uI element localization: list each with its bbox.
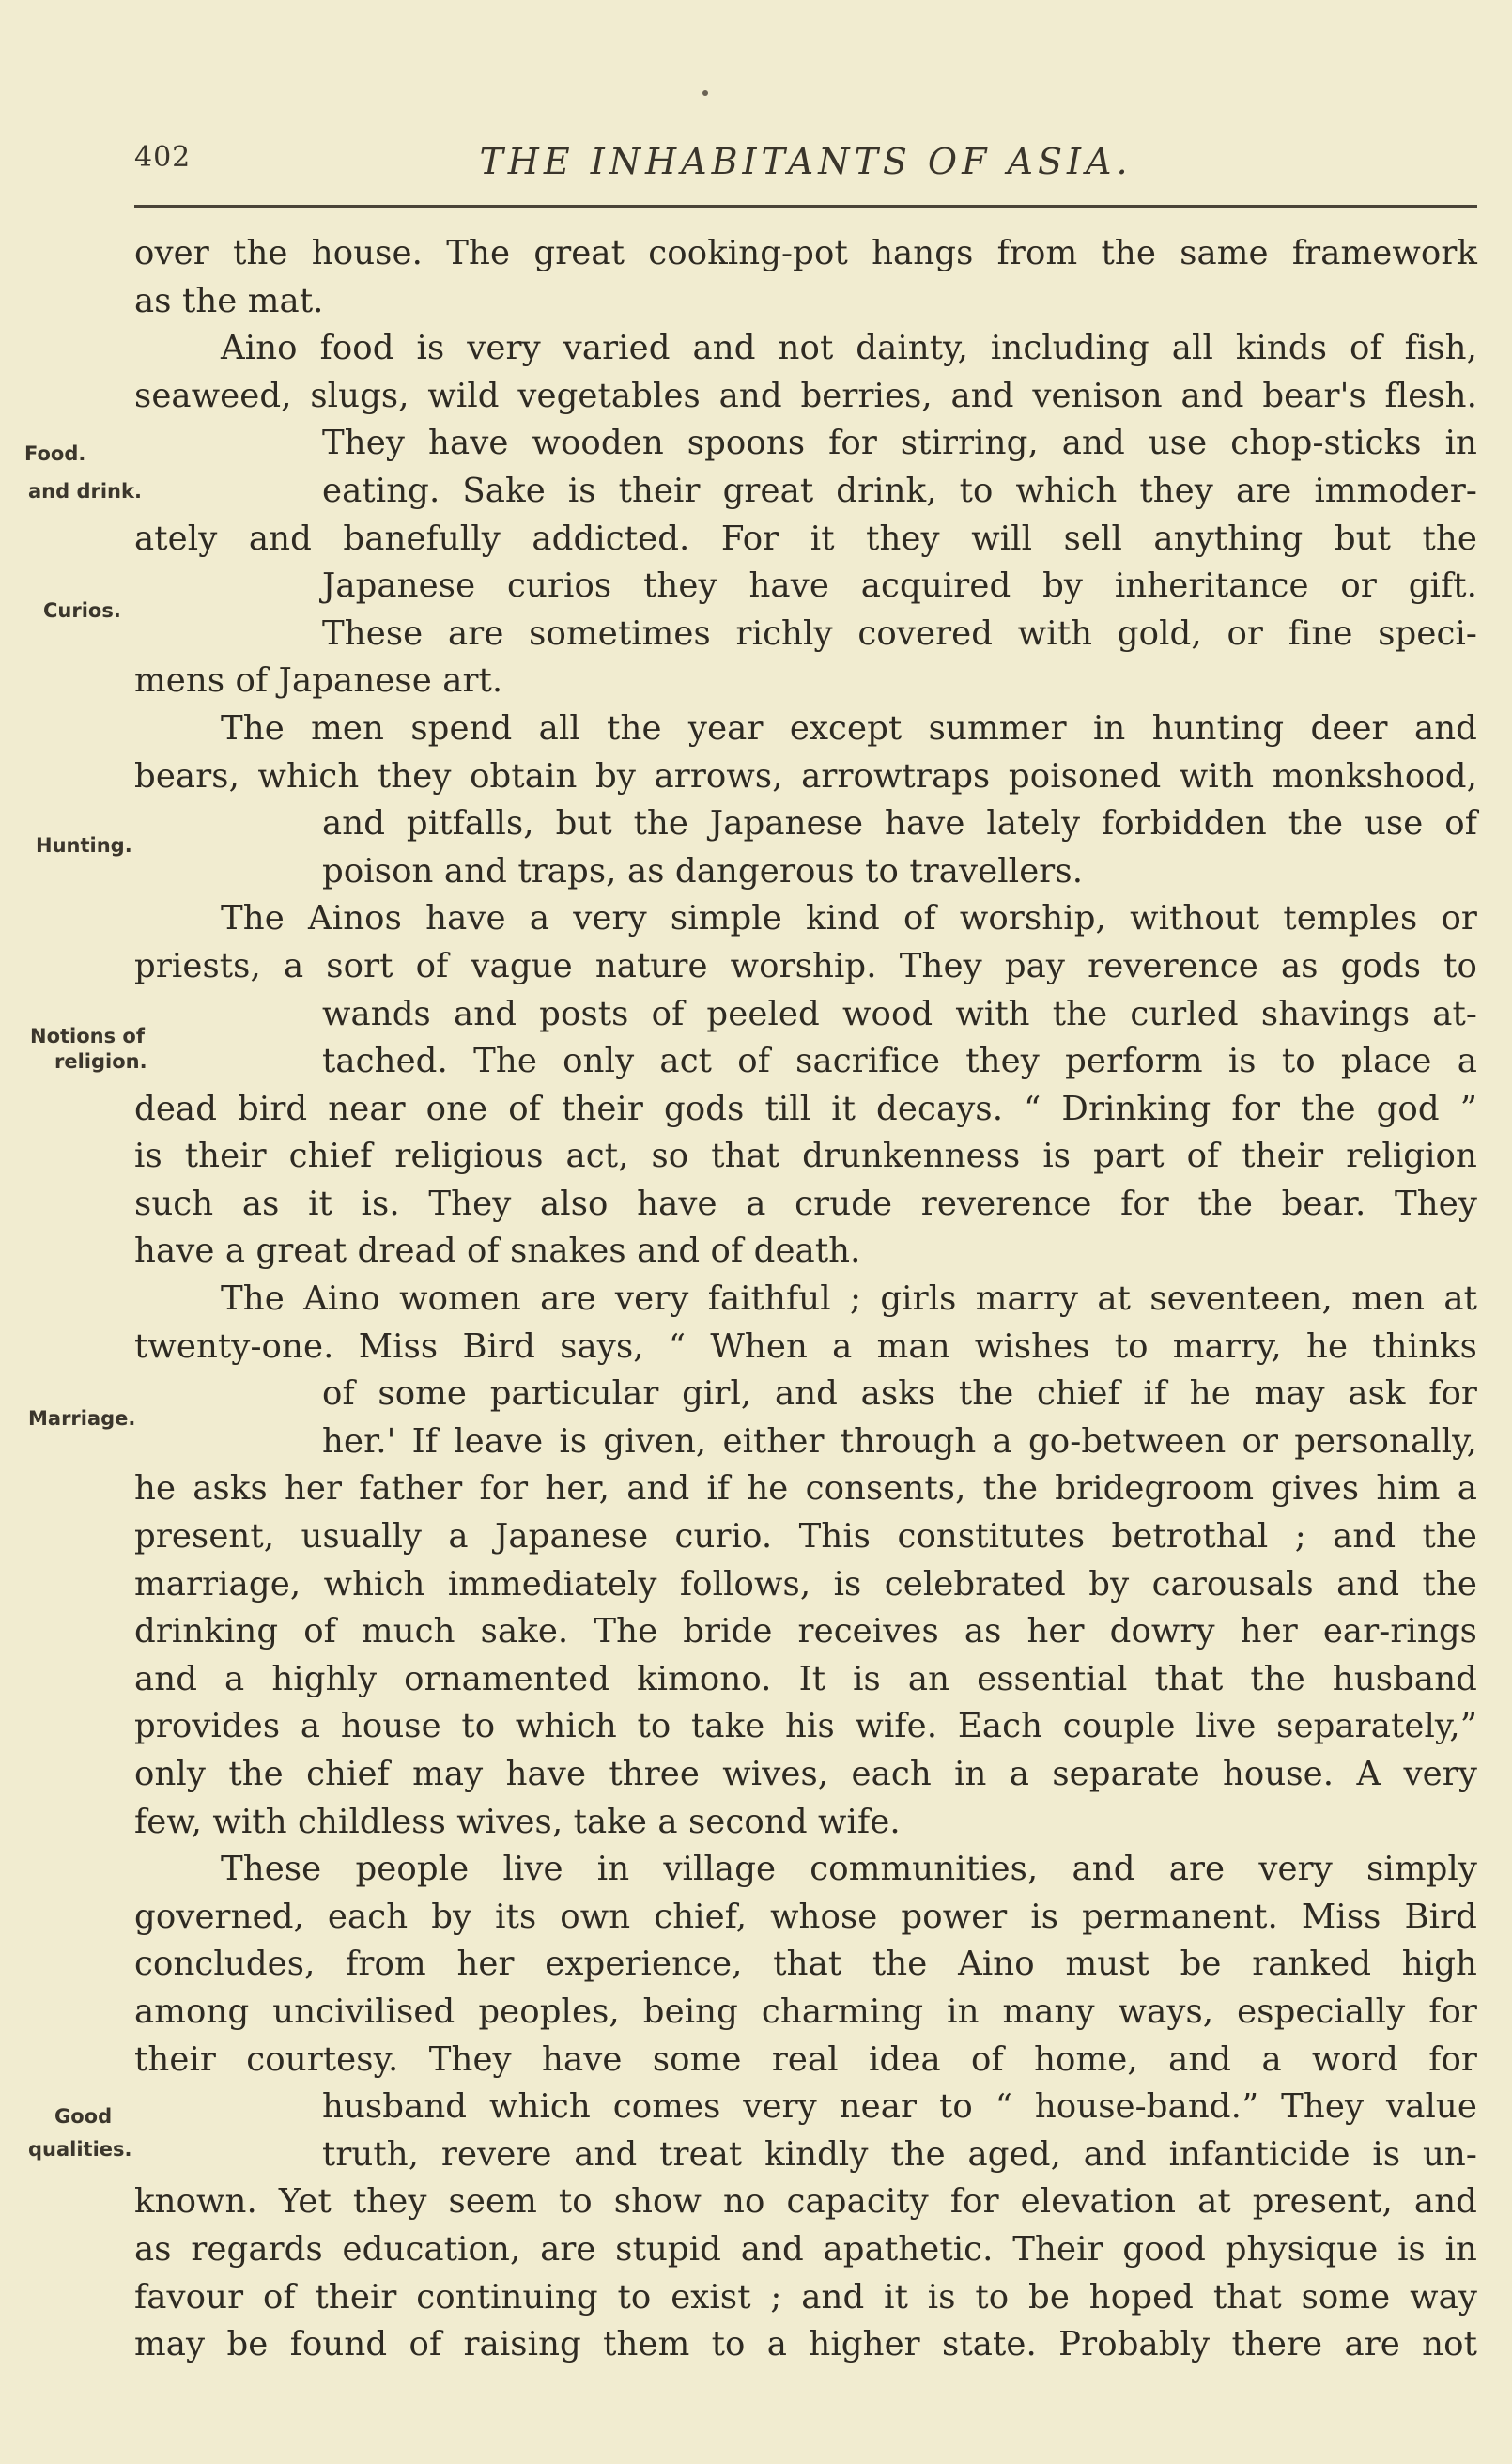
text-line: her.' If leave is given, either through a go-between or personally, (322, 1421, 1477, 1461)
text-line: The men spend all the year except summer in hunting deer and (221, 708, 1477, 748)
text-line: may be found of raising them to a higher state. Probably there are not (134, 2325, 1477, 2364)
text-line: truth, revere and treat kindly the aged, and infanticide is un- (322, 2134, 1477, 2174)
text-line: dead bird near one of their gods till it decays. “ Drinking for the god ” (134, 1089, 1477, 1128)
text-line: as regards education, are stupid and apathetic. Their good physique is in (134, 2229, 1477, 2269)
text-line: concludes, from her experience, that the Aino must be ranked high (134, 1945, 1477, 1984)
side-note-religion: religion. (54, 1050, 147, 1073)
text-line: seaweed, slugs, wild vegetables and berries, and venison and bear's flesh. (134, 376, 1477, 415)
text-line: of some particular girl, and asks the chief if he may ask for (322, 1374, 1477, 1414)
text-line: over the house. The great cooking-pot hangs from the same framework (134, 234, 1477, 272)
text-line: governed, each by its own chief, whose power is permanent. Miss Bird (134, 1897, 1477, 1936)
side-note-qualities: qualities. (28, 2138, 132, 2161)
text-line: their courtesy. They have some real idea of home, and a word for (134, 2039, 1477, 2079)
text-line: ately and banefully addicted. For it they will sell anything but the (134, 519, 1477, 558)
header-rule (134, 205, 1477, 208)
ink-speck (702, 90, 708, 96)
side-note-marriage: Marriage. (28, 1407, 136, 1430)
text-line: among uncivilised peoples, being charming in many ways, especially for (134, 1991, 1477, 2031)
text-line: tached. The only act of sacrifice they perform is to place a (322, 1042, 1477, 1081)
text-line: few, with childless wives, take a second wife. (134, 1802, 901, 1841)
text-line: The Aino women are very faithful ; girls marry at seventeen, men at (221, 1279, 1477, 1319)
side-note-food: Food. (24, 442, 86, 465)
text-line: have a great dread of snakes and of death. (134, 1232, 861, 1271)
side-note-drink: and drink. (28, 480, 142, 503)
text-line: drinking of much sake. The bride receives as her dowry her ear-rings (134, 1612, 1477, 1651)
text-line: These are sometimes richly covered with gold, or fine speci- (322, 613, 1477, 653)
text-line: he asks her father for her, and if he consents, the bridegroom gives him a (134, 1469, 1477, 1509)
text-line: Aino food is very varied and not dainty, including all kinds of fish, (221, 329, 1477, 368)
text-line: as the mat. (134, 281, 324, 320)
text-line: bears, which they obtain by arrows, arrowtraps poisoned with monkshood, (134, 756, 1477, 796)
text-line: such as it is. They also have a crude reverence for the bear. They (134, 1184, 1477, 1223)
body-text (134, 230, 1477, 2369)
text-line: present, usually a Japanese curio. This constitutes betrothal ; and the (134, 1517, 1477, 1557)
text-line: favour of their continuing to exist ; and it is to be hoped that some way (134, 2277, 1477, 2317)
text-line: poison and traps, as dangerous to travellers. (322, 851, 1084, 891)
page-header (134, 141, 1477, 194)
text-line: eating. Sake is their great drink, to which they are immoder- (322, 471, 1477, 510)
text-line: wands and posts of peeled wood with the curled shavings at- (322, 994, 1477, 1033)
text-line: is their chief religious act, so that drunkenness is part of their religion (134, 1137, 1477, 1176)
text-line: The Ainos have a very simple kind of worship, without temples or (221, 899, 1477, 938)
running-title: THE INHABITANTS OF ASIA. (479, 141, 1133, 182)
text-line: mens of Japanese art. (134, 661, 503, 701)
text-line: known. Yet they seem to show no capacity for elevation at present, and (134, 2182, 1477, 2222)
text-line: Japanese curios they have acquired by inheritance or gift. (322, 566, 1477, 606)
side-note-good: Good (54, 2105, 113, 2128)
text-line: They have wooden spoons for stirring, and use chop-sticks in (322, 424, 1477, 463)
text-line: only the chief may have three wives, each in a separate house. A very (134, 1755, 1477, 1793)
text-line: These people live in village communities, and are very simply (221, 1850, 1477, 1889)
text-line: priests, a sort of vague nature worship. They pay reverence as gods to (134, 946, 1477, 985)
page-number: 402 (134, 141, 192, 174)
side-note-notions: Notions of (30, 1025, 145, 1047)
text-line: and pitfalls, but the Japanese have lately forbidden the use of (322, 804, 1477, 844)
text-line: husband which comes very near to “ house-band.” They value (322, 2087, 1477, 2127)
text-line: and a highly ornamented kimono. It is an essential that the husband (134, 1659, 1477, 1698)
side-note-hunting: Hunting. (36, 834, 132, 857)
side-note-curios: Curios. (43, 599, 121, 622)
text-line: marriage, which immediately follows, is celebrated by carousals and the (134, 1564, 1477, 1604)
text-line: twenty-one. Miss Bird says, “ When a man wishes to marry, he thinks (134, 1326, 1477, 1366)
text-line: provides a house to which to take his wife. Each couple live separately,” (134, 1707, 1477, 1746)
